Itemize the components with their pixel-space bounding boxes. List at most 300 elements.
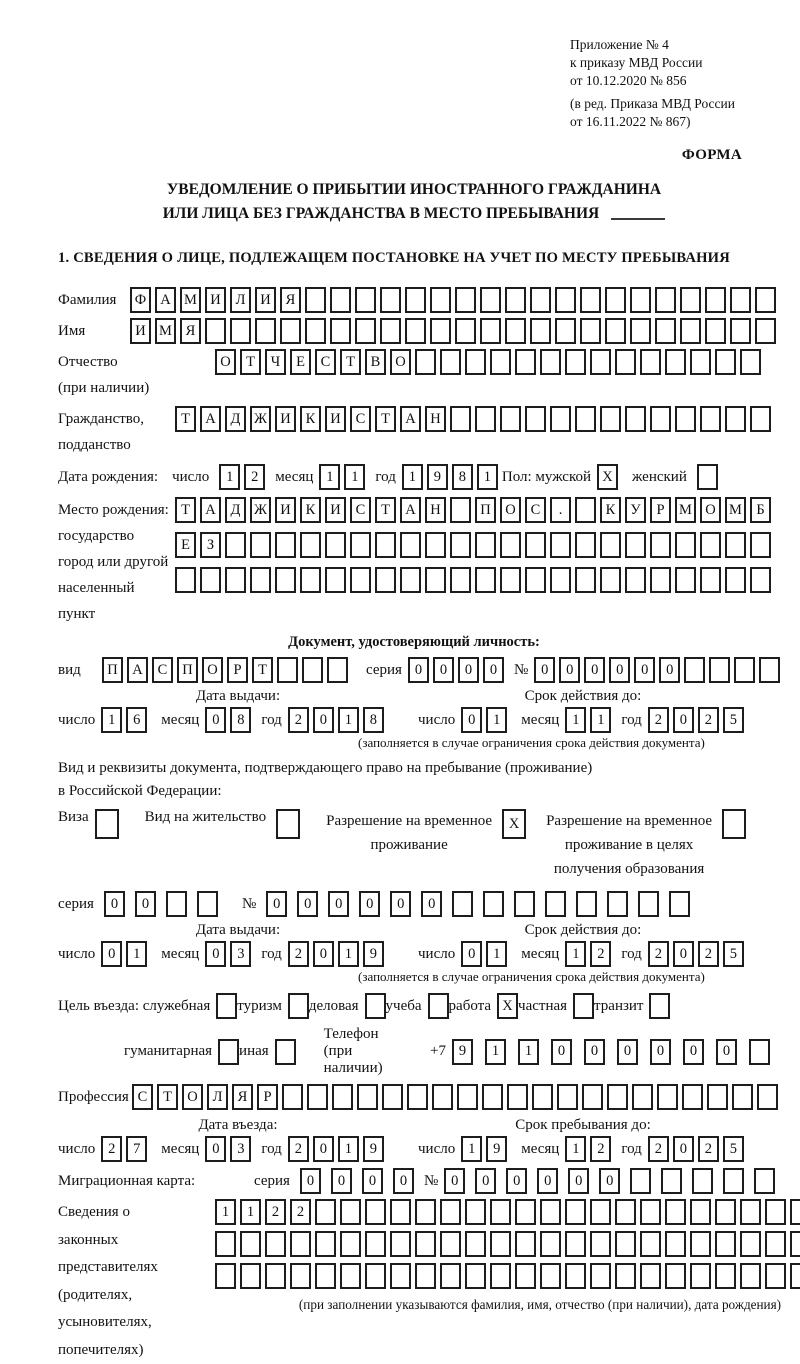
char-box[interactable]: 5	[723, 707, 744, 733]
char-box[interactable]	[390, 1231, 411, 1257]
char-box[interactable]	[515, 1199, 536, 1225]
char-box[interactable]	[465, 1199, 486, 1225]
char-box[interactable]	[754, 1168, 775, 1194]
char-box[interactable]	[450, 532, 471, 558]
char-box[interactable]: 1	[319, 464, 340, 490]
char-box[interactable]	[665, 1263, 686, 1289]
char-box[interactable]: О	[390, 349, 411, 375]
char-box[interactable]	[715, 1199, 736, 1225]
char-box[interactable]: О	[500, 497, 521, 523]
char-box[interactable]	[740, 1263, 761, 1289]
char-box[interactable]	[330, 318, 351, 344]
char-box[interactable]	[607, 891, 628, 917]
char-box[interactable]: 0	[475, 1168, 496, 1194]
char-box[interactable]: Т	[175, 406, 196, 432]
char-box[interactable]: 1	[486, 707, 507, 733]
char-box[interactable]: 9	[363, 1136, 384, 1162]
char-box[interactable]	[750, 406, 771, 432]
char-box[interactable]	[707, 1084, 728, 1110]
char-box[interactable]: 0	[568, 1168, 589, 1194]
char-box[interactable]	[690, 1263, 711, 1289]
char-box[interactable]	[700, 567, 721, 593]
char-box[interactable]	[95, 809, 119, 839]
char-box[interactable]: И	[130, 318, 151, 344]
char-box[interactable]	[225, 567, 246, 593]
char-box[interactable]: Л	[207, 1084, 228, 1110]
char-box[interactable]	[340, 1263, 361, 1289]
char-box[interactable]	[580, 318, 601, 344]
char-box[interactable]	[650, 406, 671, 432]
char-box[interactable]	[515, 1263, 536, 1289]
char-box[interactable]	[514, 891, 535, 917]
char-box[interactable]	[600, 567, 621, 593]
char-box[interactable]: П	[102, 657, 123, 683]
char-box[interactable]	[555, 287, 576, 313]
char-box[interactable]	[530, 287, 551, 313]
char-box[interactable]	[390, 1263, 411, 1289]
char-box[interactable]	[430, 287, 451, 313]
char-box[interactable]: 0	[551, 1039, 572, 1065]
char-box[interactable]	[300, 532, 321, 558]
char-box[interactable]: А	[200, 406, 221, 432]
char-box[interactable]	[555, 318, 576, 344]
char-box[interactable]	[684, 657, 705, 683]
char-box[interactable]: 3	[230, 941, 251, 967]
char-box[interactable]: 5	[723, 1136, 744, 1162]
char-box[interactable]: К	[300, 497, 321, 523]
char-box[interactable]: Т	[375, 406, 396, 432]
char-box[interactable]: 2	[590, 941, 611, 967]
char-box[interactable]	[750, 532, 771, 558]
char-box[interactable]: Ж	[250, 497, 271, 523]
char-box[interactable]: Т	[175, 497, 196, 523]
char-box[interactable]	[725, 532, 746, 558]
char-box[interactable]: 0	[716, 1039, 737, 1065]
char-box[interactable]	[375, 567, 396, 593]
char-box[interactable]	[734, 657, 755, 683]
char-box[interactable]	[600, 406, 621, 432]
char-box[interactable]: 0	[483, 657, 504, 683]
char-box[interactable]	[690, 349, 711, 375]
char-box[interactable]	[540, 349, 561, 375]
char-box[interactable]	[615, 1263, 636, 1289]
char-box[interactable]: С	[315, 349, 336, 375]
char-box[interactable]: 0	[584, 1039, 605, 1065]
char-box[interactable]: К	[300, 406, 321, 432]
char-box[interactable]: 1	[101, 707, 122, 733]
char-box[interactable]: С	[350, 406, 371, 432]
char-box[interactable]	[580, 287, 601, 313]
char-box[interactable]: 0	[673, 1136, 694, 1162]
char-box[interactable]	[465, 1231, 486, 1257]
char-box[interactable]	[575, 567, 596, 593]
char-box[interactable]	[650, 532, 671, 558]
char-box[interactable]	[475, 406, 496, 432]
char-box[interactable]	[405, 318, 426, 344]
char-box[interactable]	[655, 287, 676, 313]
char-box[interactable]: Т	[157, 1084, 178, 1110]
char-box[interactable]	[277, 657, 298, 683]
char-box[interactable]	[640, 1263, 661, 1289]
char-box[interactable]	[500, 532, 521, 558]
char-box[interactable]	[350, 567, 371, 593]
char-box[interactable]	[480, 318, 501, 344]
char-box[interactable]: 1	[477, 464, 498, 490]
char-box[interactable]	[700, 406, 721, 432]
char-box[interactable]	[305, 287, 326, 313]
char-box[interactable]: 0	[313, 1136, 334, 1162]
char-box[interactable]	[507, 1084, 528, 1110]
char-box[interactable]: 1	[215, 1199, 236, 1225]
char-box[interactable]	[573, 993, 594, 1019]
char-box[interactable]	[505, 287, 526, 313]
char-box[interactable]	[550, 406, 571, 432]
char-box[interactable]: О	[202, 657, 223, 683]
char-box[interactable]	[715, 1263, 736, 1289]
char-box[interactable]: 2	[698, 1136, 719, 1162]
char-box[interactable]	[740, 1231, 761, 1257]
char-box[interactable]	[480, 287, 501, 313]
char-box[interactable]	[415, 1231, 436, 1257]
char-box[interactable]	[630, 287, 651, 313]
char-box[interactable]: Р	[257, 1084, 278, 1110]
char-box[interactable]: 1	[344, 464, 365, 490]
char-box[interactable]	[216, 993, 237, 1019]
char-box[interactable]	[490, 349, 511, 375]
char-box[interactable]	[302, 657, 323, 683]
char-box[interactable]: 1	[126, 941, 147, 967]
char-box[interactable]	[615, 349, 636, 375]
char-box[interactable]	[315, 1263, 336, 1289]
char-box[interactable]: С	[525, 497, 546, 523]
char-box[interactable]: 8	[363, 707, 384, 733]
char-box[interactable]	[532, 1084, 553, 1110]
char-box[interactable]	[275, 567, 296, 593]
char-box[interactable]	[515, 349, 536, 375]
char-box[interactable]: О	[215, 349, 236, 375]
char-box[interactable]	[475, 532, 496, 558]
char-box[interactable]	[325, 567, 346, 593]
char-box[interactable]	[705, 318, 726, 344]
char-box[interactable]	[365, 1199, 386, 1225]
char-box[interactable]	[275, 532, 296, 558]
char-box[interactable]: Н	[425, 497, 446, 523]
char-box[interactable]: 2	[590, 1136, 611, 1162]
char-box[interactable]	[740, 349, 761, 375]
char-box[interactable]	[755, 287, 776, 313]
char-box[interactable]: 2	[265, 1199, 286, 1225]
char-box[interactable]: Н	[425, 406, 446, 432]
char-box[interactable]	[305, 318, 326, 344]
char-box[interactable]: 2	[288, 1136, 309, 1162]
char-box[interactable]: 0	[300, 1168, 321, 1194]
char-box[interactable]: 9	[363, 941, 384, 967]
char-box[interactable]	[545, 891, 566, 917]
char-box[interactable]: 0	[433, 657, 454, 683]
char-box[interactable]: И	[325, 406, 346, 432]
char-box[interactable]: И	[205, 287, 226, 313]
char-box[interactable]: 8	[230, 707, 251, 733]
char-box[interactable]: И	[275, 406, 296, 432]
char-box[interactable]	[790, 1231, 800, 1257]
char-box[interactable]: X	[502, 809, 526, 839]
char-box[interactable]: 0	[359, 891, 380, 917]
char-box[interactable]	[615, 1199, 636, 1225]
char-box[interactable]: 0	[650, 1039, 671, 1065]
char-box[interactable]	[390, 1199, 411, 1225]
char-box[interactable]	[500, 567, 521, 593]
char-box[interactable]	[365, 1231, 386, 1257]
char-box[interactable]	[225, 532, 246, 558]
char-box[interactable]	[730, 287, 751, 313]
char-box[interactable]: 0	[297, 891, 318, 917]
char-box[interactable]: 0	[101, 941, 122, 967]
char-box[interactable]	[690, 1231, 711, 1257]
char-box[interactable]: С	[152, 657, 173, 683]
char-box[interactable]	[340, 1231, 361, 1257]
char-box[interactable]: 0	[328, 891, 349, 917]
char-box[interactable]	[732, 1084, 753, 1110]
char-box[interactable]: А	[400, 406, 421, 432]
char-box[interactable]	[490, 1199, 511, 1225]
char-box[interactable]	[700, 532, 721, 558]
char-box[interactable]: 0	[659, 657, 680, 683]
char-box[interactable]: М	[725, 497, 746, 523]
char-box[interactable]	[365, 1263, 386, 1289]
char-box[interactable]	[755, 318, 776, 344]
char-box[interactable]	[432, 1084, 453, 1110]
char-box[interactable]	[640, 1199, 661, 1225]
char-box[interactable]	[790, 1199, 800, 1225]
char-box[interactable]	[315, 1199, 336, 1225]
char-box[interactable]: Я	[232, 1084, 253, 1110]
char-box[interactable]	[665, 1231, 686, 1257]
char-box[interactable]	[482, 1084, 503, 1110]
char-box[interactable]	[428, 993, 449, 1019]
char-box[interactable]: С	[132, 1084, 153, 1110]
char-box[interactable]	[649, 993, 670, 1019]
char-box[interactable]	[425, 532, 446, 558]
char-box[interactable]: 0	[506, 1168, 527, 1194]
char-box[interactable]	[215, 1231, 236, 1257]
char-box[interactable]: 0	[559, 657, 580, 683]
char-box[interactable]	[166, 891, 187, 917]
char-box[interactable]	[705, 287, 726, 313]
char-box[interactable]	[757, 1084, 778, 1110]
char-box[interactable]: 0	[458, 657, 479, 683]
char-box[interactable]	[615, 1231, 636, 1257]
char-box[interactable]: Е	[175, 532, 196, 558]
char-box[interactable]	[315, 1231, 336, 1257]
char-box[interactable]	[565, 1231, 586, 1257]
char-box[interactable]	[525, 532, 546, 558]
char-box[interactable]	[530, 318, 551, 344]
char-box[interactable]	[605, 287, 626, 313]
char-box[interactable]: 5	[723, 941, 744, 967]
char-box[interactable]: 1	[338, 1136, 359, 1162]
char-box[interactable]: 1	[219, 464, 240, 490]
char-box[interactable]	[452, 891, 473, 917]
char-box[interactable]	[282, 1084, 303, 1110]
char-box[interactable]	[327, 657, 348, 683]
char-box[interactable]: Я	[180, 318, 201, 344]
char-box[interactable]: М	[675, 497, 696, 523]
char-box[interactable]	[575, 532, 596, 558]
char-box[interactable]: X	[597, 464, 618, 490]
char-box[interactable]: 0	[461, 707, 482, 733]
char-box[interactable]	[290, 1231, 311, 1257]
char-box[interactable]	[575, 406, 596, 432]
char-box[interactable]	[455, 318, 476, 344]
char-box[interactable]: 0	[313, 707, 334, 733]
char-box[interactable]	[215, 1263, 236, 1289]
char-box[interactable]: Р	[650, 497, 671, 523]
char-box[interactable]	[415, 349, 436, 375]
char-box[interactable]: 1	[518, 1039, 539, 1065]
char-box[interactable]: 1	[402, 464, 423, 490]
char-box[interactable]	[690, 1199, 711, 1225]
char-box[interactable]	[276, 809, 300, 839]
char-box[interactable]: .	[550, 497, 571, 523]
char-box[interactable]: 2	[290, 1199, 311, 1225]
char-box[interactable]	[425, 567, 446, 593]
char-box[interactable]	[715, 1231, 736, 1257]
char-box[interactable]: 2	[698, 707, 719, 733]
char-box[interactable]: У	[625, 497, 646, 523]
char-box[interactable]: 0	[609, 657, 630, 683]
char-box[interactable]	[625, 406, 646, 432]
char-box[interactable]	[407, 1084, 428, 1110]
char-box[interactable]: 0	[390, 891, 411, 917]
char-box[interactable]	[307, 1084, 328, 1110]
char-box[interactable]	[590, 349, 611, 375]
char-box[interactable]	[250, 567, 271, 593]
char-box[interactable]: 0	[584, 657, 605, 683]
char-box[interactable]	[440, 1231, 461, 1257]
char-box[interactable]	[365, 993, 386, 1019]
char-box[interactable]: 9	[452, 1039, 473, 1065]
char-box[interactable]	[450, 406, 471, 432]
char-box[interactable]: 0	[534, 657, 555, 683]
char-box[interactable]: 2	[648, 707, 669, 733]
char-box[interactable]	[505, 318, 526, 344]
char-box[interactable]: В	[365, 349, 386, 375]
char-box[interactable]	[382, 1084, 403, 1110]
char-box[interactable]	[400, 532, 421, 558]
char-box[interactable]	[607, 1084, 628, 1110]
char-box[interactable]	[722, 809, 746, 839]
char-box[interactable]: 0	[617, 1039, 638, 1065]
char-box[interactable]: А	[200, 497, 221, 523]
char-box[interactable]	[450, 567, 471, 593]
char-box[interactable]: 0	[266, 891, 287, 917]
char-box[interactable]: 3	[230, 1136, 251, 1162]
char-box[interactable]	[725, 567, 746, 593]
char-box[interactable]: Р	[227, 657, 248, 683]
char-box[interactable]: 1	[590, 707, 611, 733]
char-box[interactable]	[525, 567, 546, 593]
char-box[interactable]: А	[127, 657, 148, 683]
char-box[interactable]	[665, 1199, 686, 1225]
char-box[interactable]	[230, 318, 251, 344]
char-box[interactable]: М	[155, 318, 176, 344]
char-box[interactable]: И	[275, 497, 296, 523]
char-box[interactable]	[709, 657, 730, 683]
char-box[interactable]	[632, 1084, 653, 1110]
char-box[interactable]: М	[180, 287, 201, 313]
char-box[interactable]: Ж	[250, 406, 271, 432]
char-box[interactable]	[790, 1263, 800, 1289]
char-box[interactable]: 1	[565, 1136, 586, 1162]
char-box[interactable]	[605, 318, 626, 344]
char-box[interactable]	[280, 318, 301, 344]
char-box[interactable]	[640, 1231, 661, 1257]
char-box[interactable]	[290, 1263, 311, 1289]
char-box[interactable]: 9	[427, 464, 448, 490]
char-box[interactable]	[640, 349, 661, 375]
char-box[interactable]: 0	[135, 891, 156, 917]
char-box[interactable]: 0	[205, 707, 226, 733]
char-box[interactable]	[440, 1199, 461, 1225]
char-box[interactable]: С	[350, 497, 371, 523]
char-box[interactable]	[430, 318, 451, 344]
char-box[interactable]	[355, 318, 376, 344]
char-box[interactable]: 0	[313, 941, 334, 967]
char-box[interactable]	[749, 1039, 770, 1065]
char-box[interactable]	[440, 1263, 461, 1289]
char-box[interactable]	[255, 318, 276, 344]
char-box[interactable]: 0	[461, 941, 482, 967]
char-box[interactable]	[697, 464, 718, 490]
char-box[interactable]	[650, 567, 671, 593]
char-box[interactable]: 8	[452, 464, 473, 490]
char-box[interactable]	[265, 1263, 286, 1289]
char-box[interactable]: Л	[230, 287, 251, 313]
char-box[interactable]: 2	[698, 941, 719, 967]
char-box[interactable]	[565, 1263, 586, 1289]
char-box[interactable]	[540, 1263, 561, 1289]
char-box[interactable]: 2	[101, 1136, 122, 1162]
char-box[interactable]	[565, 1199, 586, 1225]
char-box[interactable]	[340, 1199, 361, 1225]
char-box[interactable]	[350, 532, 371, 558]
char-box[interactable]	[765, 1231, 786, 1257]
char-box[interactable]: 0	[393, 1168, 414, 1194]
char-box[interactable]	[765, 1199, 786, 1225]
char-box[interactable]	[525, 406, 546, 432]
char-box[interactable]: 0	[421, 891, 442, 917]
char-box[interactable]	[400, 567, 421, 593]
char-box[interactable]: Т	[252, 657, 273, 683]
char-box[interactable]: 0	[634, 657, 655, 683]
char-box[interactable]	[357, 1084, 378, 1110]
char-box[interactable]	[380, 318, 401, 344]
char-box[interactable]	[332, 1084, 353, 1110]
char-box[interactable]	[661, 1168, 682, 1194]
char-box[interactable]: Т	[340, 349, 361, 375]
char-box[interactable]	[590, 1231, 611, 1257]
char-box[interactable]	[675, 532, 696, 558]
char-box[interactable]: 1	[338, 707, 359, 733]
char-box[interactable]: 0	[104, 891, 125, 917]
char-box[interactable]	[680, 318, 701, 344]
char-box[interactable]: 0	[673, 941, 694, 967]
char-box[interactable]: З	[200, 532, 221, 558]
char-box[interactable]: 0	[408, 657, 429, 683]
char-box[interactable]: И	[325, 497, 346, 523]
char-box[interactable]	[440, 349, 461, 375]
char-box[interactable]	[540, 1199, 561, 1225]
